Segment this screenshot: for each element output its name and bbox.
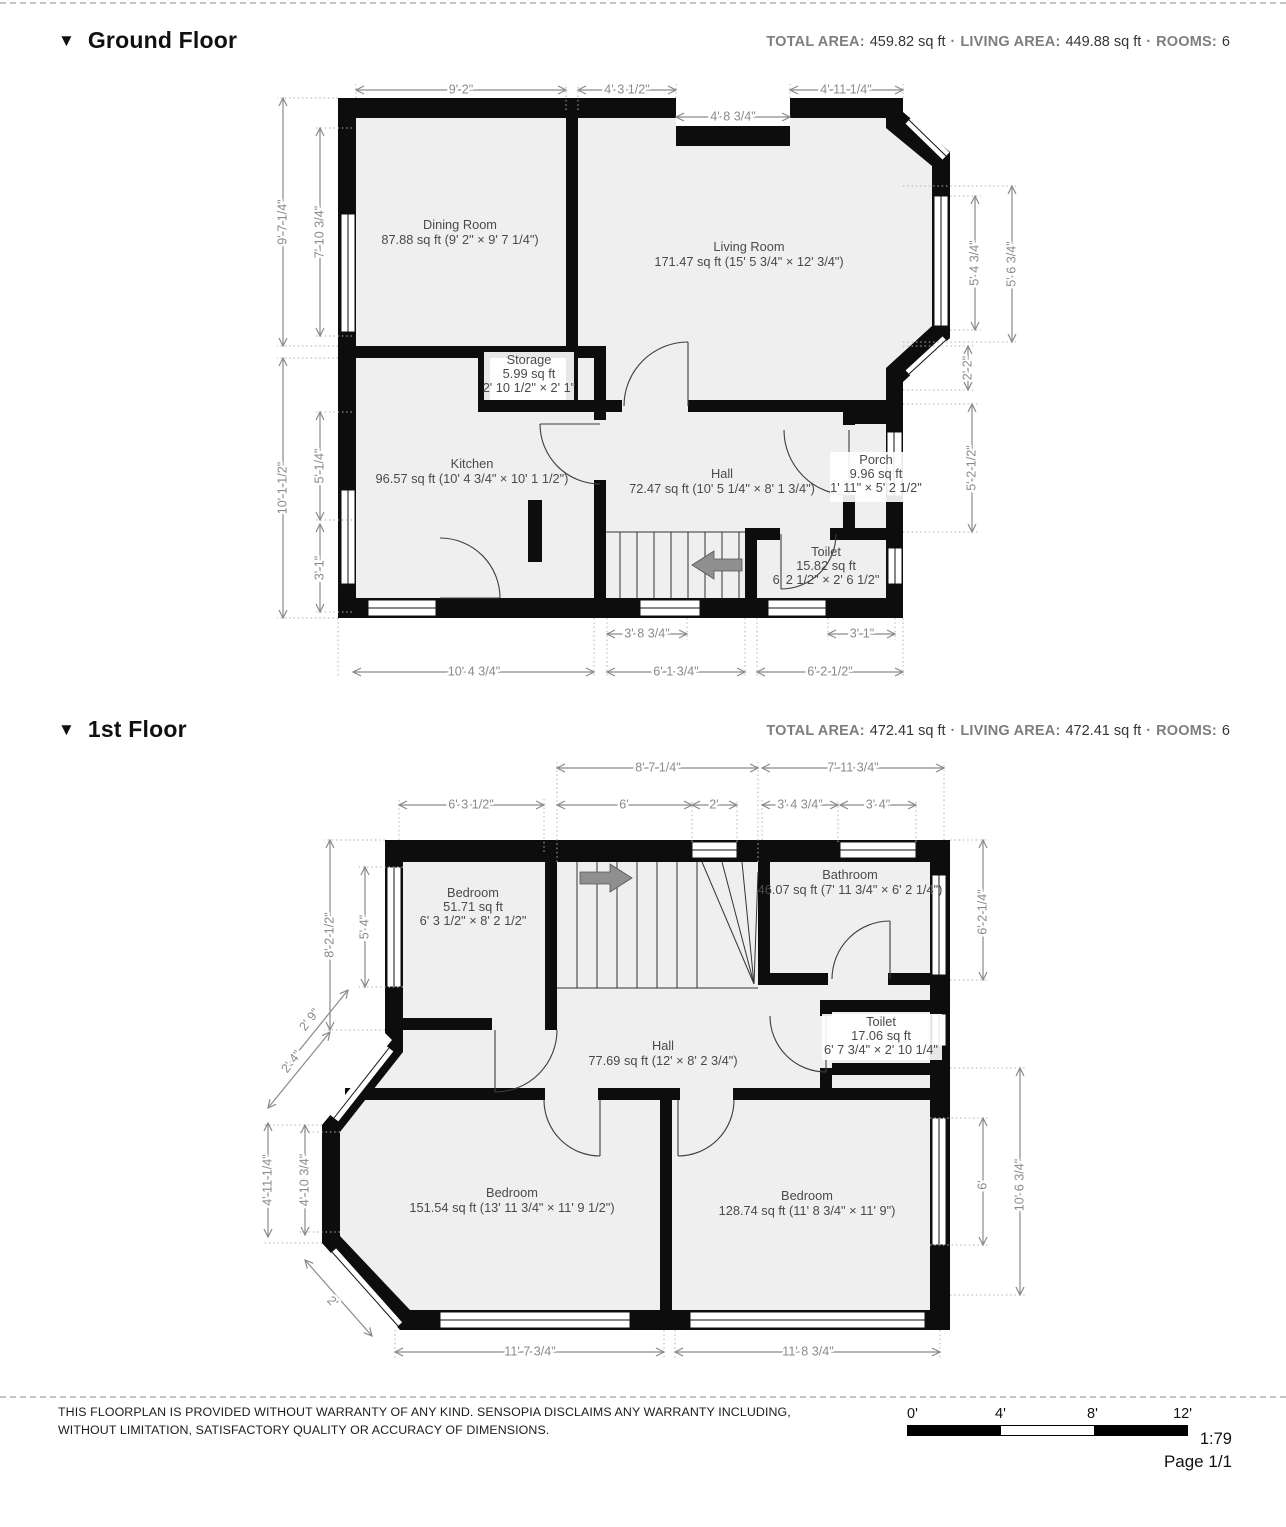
rooms-label: ROOMS:	[1156, 34, 1217, 50]
room-area: 17.06 sq ft	[851, 1028, 911, 1043]
ff-interior-floor	[340, 862, 930, 1310]
room-label: Storage	[506, 352, 552, 367]
room-label: Bathroom	[822, 867, 878, 882]
rooms-value: 6	[1221, 34, 1230, 50]
rooms-label: ROOMS:	[1156, 723, 1217, 739]
separator: ·	[1146, 723, 1152, 739]
section-marker-icon: ▼	[58, 720, 75, 739]
living-area-label: LIVING AREA:	[960, 34, 1061, 50]
disclaimer-line-1: THIS FLOORPLAN IS PROVIDED WITHOUT WARRANTY OF ANY KIND. SENSOPIA DISCLAIMS ANY WARRANTY INCLUDING,	[58, 1405, 791, 1419]
separator: ·	[950, 34, 956, 50]
dim-label: 3' 1"	[849, 626, 875, 641]
dim-label: 6' 1 3/4"	[653, 664, 699, 679]
room-label: Toilet	[811, 544, 841, 559]
dim-label: 9' 7 1/4"	[275, 199, 290, 245]
dim-label: 4' 10 3/4"	[297, 1153, 312, 1207]
room-details: 46.07 sq ft (7' 11 3/4" × 6' 2 1/4")	[757, 882, 943, 897]
room-label: Toilet	[866, 1014, 896, 1029]
scale-ratio: 1:79	[1199, 1430, 1232, 1448]
dim-label: 5' 2 1/2"	[964, 445, 979, 491]
ground-floor-header	[58, 27, 237, 54]
room-label: Hall	[710, 466, 734, 481]
dim-label: 3' 4 3/4"	[777, 797, 823, 812]
room-details: 96.57 sq ft (10' 4 3/4" × 10' 1 1/2")	[375, 471, 569, 486]
dim-label: 2'	[709, 797, 719, 812]
room-area: 9.96 sq ft	[849, 466, 903, 481]
bottom-divider	[0, 1396, 1286, 1398]
dim-label: 2' 9"	[296, 1005, 323, 1034]
dim-label: 7' 10 3/4"	[312, 205, 327, 259]
room-details: 87.88 sq ft (9' 2" × 9' 7 1/4")	[381, 232, 539, 247]
separator: ·	[1146, 34, 1152, 50]
dim-label: 10' 1 1/2"	[275, 461, 290, 515]
dim-label: 10' 4 3/4"	[447, 664, 501, 679]
room-details: 171.47 sq ft (15' 5 3/4" × 12' 3/4")	[654, 254, 844, 269]
page-number: Page 1/1	[1163, 1452, 1232, 1471]
scale-tick: 0'	[907, 1406, 918, 1422]
room-label: Living Room	[713, 239, 785, 254]
dim-label: 3' 4"	[865, 797, 891, 812]
rooms-value: 6	[1221, 723, 1230, 739]
dim-label: 5' 1/4"	[312, 448, 327, 484]
room-label: Dining Room	[423, 217, 497, 232]
room-label: Hall	[651, 1038, 675, 1053]
section-marker-icon: ▼	[58, 31, 75, 50]
total-area-label: TOTAL AREA:	[766, 34, 865, 50]
room-label: Porch	[859, 452, 893, 467]
dim-label: 11' 7 3/4"	[504, 1344, 556, 1359]
disclaimer-line-2: WITHOUT LIMITATION, SATISFACTORY QUALITY OR ACCURACY OF DIMENSIONS.	[58, 1423, 550, 1437]
room-area: 51.71 sq ft	[443, 899, 503, 914]
room-label: Kitchen	[450, 456, 494, 471]
room-size: 1' 11" × 5' 2 1/2"	[830, 480, 922, 495]
living-area-value: 472.41 sq ft	[1065, 723, 1142, 739]
dim-label: 4' 11 1/4"	[260, 1154, 275, 1206]
room-size: 2' 10 1/2" × 2' 1"	[482, 380, 576, 395]
room-label: Bedroom	[486, 1185, 538, 1200]
dim-label: 3' 1"	[312, 555, 327, 581]
dim-label: 2'	[324, 1293, 341, 1310]
room-label: Bedroom	[781, 1188, 833, 1203]
scale-tick: 4'	[995, 1406, 1006, 1422]
section-title: 1st Floor	[87, 716, 187, 742]
room-details: 77.69 sq ft (12' × 8' 2 3/4")	[588, 1053, 738, 1068]
scale-tick-labels	[907, 1406, 1192, 1423]
dim-label: 4' 8 3/4"	[710, 109, 756, 124]
ground-floor-stats	[766, 34, 1230, 50]
dim-label: 5' 4"	[357, 914, 372, 940]
dim-label: 6'	[975, 1180, 990, 1190]
scale-tick: 12'	[1173, 1406, 1192, 1422]
room-details: 151.54 sq ft (13' 11 3/4" × 11' 9 1/2")	[409, 1200, 615, 1215]
dim-label: 10' 6 3/4"	[1012, 1158, 1027, 1212]
total-area-value: 472.41 sq ft	[869, 723, 946, 739]
first-floor-plan	[260, 760, 1026, 1358]
first-floor-header	[58, 716, 187, 743]
room-area: 15.82 sq ft	[796, 558, 856, 573]
total-area-label: TOTAL AREA:	[766, 723, 865, 739]
dim-label: 6'	[619, 797, 629, 812]
first-floor-stats	[766, 723, 1230, 739]
dim-label: 2' 2"	[960, 355, 975, 381]
room-area: 5.99 sq ft	[502, 366, 556, 381]
scale-tick: 8'	[1087, 1406, 1098, 1422]
dim-label: 8' 2 1/2"	[322, 912, 337, 958]
dim-label: 11' 8 3/4"	[782, 1344, 834, 1359]
living-area-value: 449.88 sq ft	[1065, 34, 1142, 50]
dim-label: 5' 4 3/4"	[967, 240, 982, 286]
dim-label: 5' 6 3/4"	[1004, 241, 1019, 287]
room-details: 128.74 sq ft (11' 8 3/4" × 11' 9")	[718, 1203, 896, 1218]
dim-label: 4' 11 1/4"	[820, 82, 872, 97]
room-size: 6' 3 1/2" × 8' 2 1/2"	[419, 913, 527, 928]
ground-floor-plan	[275, 82, 1018, 678]
living-area-label: LIVING AREA:	[960, 723, 1061, 739]
dim-label: 6' 3 1/2"	[448, 797, 494, 812]
dim-label: 6' 2 1/2"	[807, 664, 853, 679]
dim-label: 8' 7 1/4"	[635, 760, 681, 775]
separator: ·	[950, 723, 956, 739]
section-title: Ground Floor	[87, 27, 238, 53]
room-details: 72.47 sq ft (10' 5 1/4" × 8' 1 3/4")	[629, 481, 815, 496]
room-size: 6' 2 1/2" × 2' 6 1/2"	[772, 572, 880, 587]
room-label: Bedroom	[447, 885, 499, 900]
dim-label: 4' 3 1/2"	[604, 82, 650, 97]
dim-label: 9' 2"	[448, 82, 474, 97]
dim-label: 7' 11 3/4"	[827, 760, 879, 775]
dim-label: 2' 4"	[278, 1047, 305, 1076]
room-size: 6' 7 3/4" × 2' 10 1/4"	[824, 1042, 938, 1057]
dim-label: 6' 2 1/4"	[975, 889, 990, 935]
dim-label: 3' 8 3/4"	[624, 626, 670, 641]
total-area-value: 459.82 sq ft	[869, 34, 946, 50]
